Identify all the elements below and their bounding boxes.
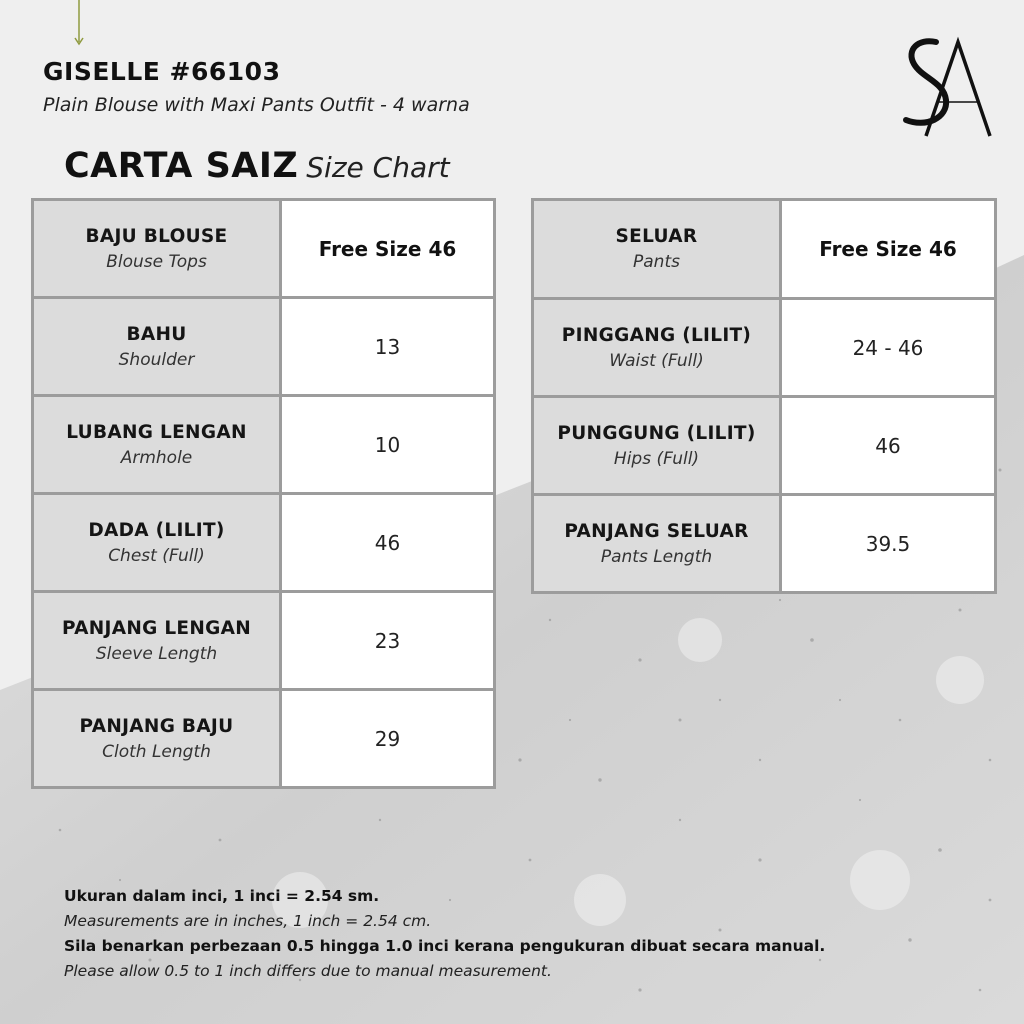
label-english: Shoulder (118, 349, 195, 370)
row-label (33, 592, 281, 690)
pants-size-table (531, 198, 997, 594)
table-row (33, 690, 495, 788)
table-row (33, 494, 495, 592)
note-english-inches: Measurements are in inches, 1 inch = 2.54 cm. (64, 912, 432, 930)
table-row (33, 396, 495, 494)
table-row (33, 592, 495, 690)
table-header-label (533, 200, 781, 299)
label-english: Pants (633, 252, 680, 272)
label-malay: SELUAR (615, 226, 698, 247)
chart-heading-malay: CARTA SAIZ (64, 146, 299, 186)
chart-heading-english: Size Chart (306, 151, 450, 184)
label-malay: BAHU (126, 323, 187, 345)
note-english-tolerance: Please allow 0.5 to 1 inch differs due to manual measurement. (64, 962, 552, 980)
label-malay: LUBANG LENGAN (66, 421, 247, 443)
label-english: Blouse Tops (106, 251, 207, 272)
table-row (533, 299, 996, 397)
row-label (33, 298, 281, 396)
row-value: 46 (281, 494, 495, 592)
row-label (533, 397, 781, 495)
note-malay-inches: Ukuran dalam inci, 1 inci = 2.54 sm. (64, 887, 380, 905)
note-malay-tolerance: Sila benarkan perbezaan 0.5 hingga 1.0 inci kerana pengukuran dibuat secara manual. (64, 937, 826, 955)
label-malay: PANJANG BAJU (79, 715, 234, 737)
row-value: 46 (781, 397, 996, 495)
label-malay: PUNGGUNG (LILIT) (557, 422, 756, 444)
row-label (33, 396, 281, 494)
row-value: 23 (281, 592, 495, 690)
row-label (533, 495, 781, 593)
row-label (33, 690, 281, 788)
label-english: Sleeve Length (95, 643, 218, 664)
label-english: Pants Length (600, 546, 713, 567)
row-value: 10 (281, 396, 495, 494)
label-malay: BAJU BLOUSE (85, 225, 228, 247)
table-row (533, 397, 996, 495)
label-malay: DADA (LILIT) (88, 519, 225, 541)
table-row (533, 495, 996, 593)
label-malay: PANJANG SELUAR (564, 520, 749, 542)
row-value: 13 (281, 298, 495, 396)
table-row (33, 298, 495, 396)
chart-heading (64, 146, 450, 186)
label-english: Waist (Full) (609, 350, 704, 371)
sa-monogram-logo (896, 36, 994, 140)
table-header-row (33, 200, 495, 298)
row-value: 39.5 (781, 495, 996, 593)
product-title: GISELLE #66103 (43, 57, 281, 86)
size-header: Free Size 46 (781, 200, 996, 299)
table-header-label (33, 200, 281, 298)
row-label (33, 494, 281, 592)
row-value: 29 (281, 690, 495, 788)
label-malay: PANJANG LENGAN (61, 617, 252, 639)
label-english: Cloth Length (102, 741, 211, 762)
row-label (533, 299, 781, 397)
measurement-notes (64, 884, 825, 984)
label-english: Chest (Full) (108, 545, 205, 566)
blouse-size-table (31, 198, 496, 789)
label-english: Armhole (120, 447, 193, 468)
row-value: 24 - 46 (781, 299, 996, 397)
table-header-row (533, 200, 996, 299)
down-arrow-icon (70, 0, 88, 48)
label-malay: PINGGANG (LILIT) (561, 324, 752, 346)
label-english: Hips (Full) (613, 448, 700, 469)
size-header: Free Size 46 (281, 200, 495, 298)
product-subtitle: Plain Blouse with Maxi Pants Outfit - 4 warna (43, 94, 470, 116)
